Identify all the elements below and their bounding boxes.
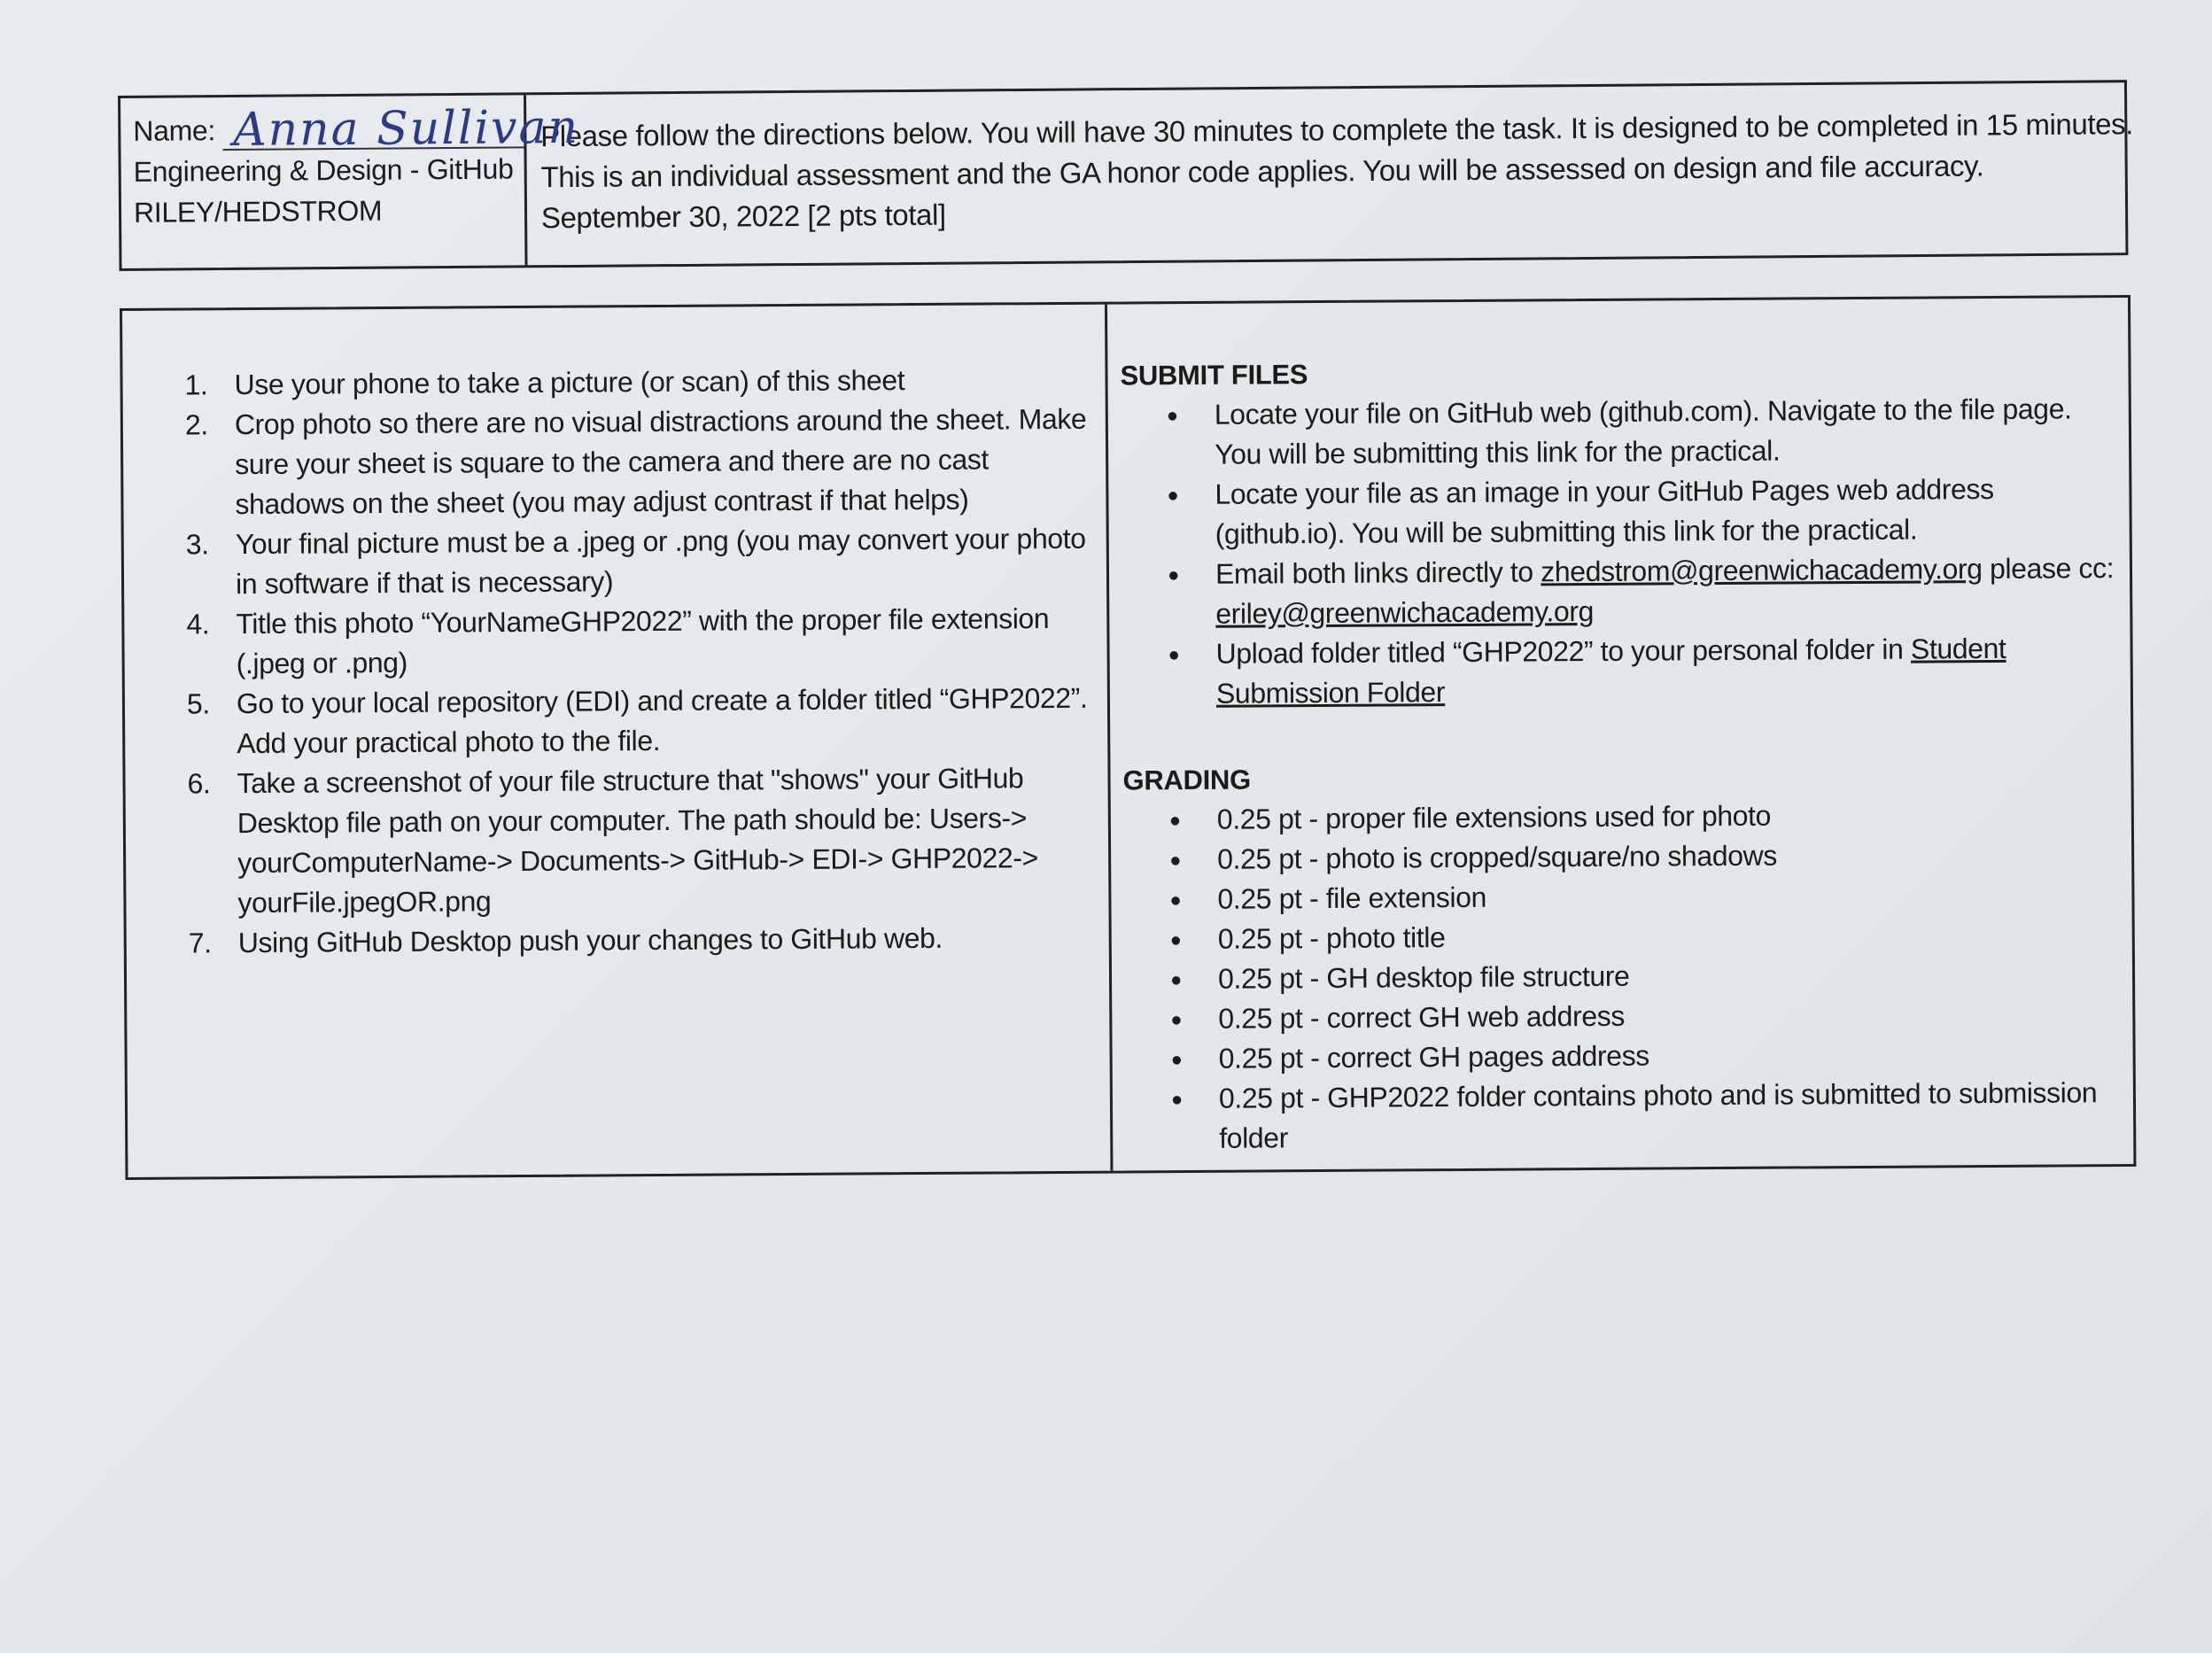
bullet-icon: ● xyxy=(1167,484,1179,507)
step-item xyxy=(185,400,1092,525)
name-field[interactable] xyxy=(222,100,580,157)
step-item xyxy=(189,918,1095,964)
grading-item xyxy=(1171,1073,2122,1159)
bullet-icon: ● xyxy=(1166,404,1178,427)
email-link-hedstrom[interactable]: zhedstrom@greenwichacademy.org xyxy=(1541,553,1983,588)
step-text: Use your phone to take a picture (or scan) of this sheet xyxy=(234,364,905,401)
step-item xyxy=(187,679,1094,764)
step-text: Go to your local repository (EDI) and create a folder titled “GHP2022”. Add your practical photo to the file. xyxy=(236,681,1088,760)
cc-label: please cc: xyxy=(1982,552,2115,586)
teacher-names: RILEY/HEDSTROM xyxy=(133,194,383,229)
grading-item-text: 0.25 pt - photo title xyxy=(1217,921,1446,955)
bullet-icon: ● xyxy=(1169,849,1182,872)
grading-item xyxy=(1169,873,2119,920)
step-number: 4. xyxy=(186,608,210,640)
name-row xyxy=(133,100,580,157)
bullet-icon: ● xyxy=(1168,809,1181,832)
grading-list xyxy=(1123,794,2122,1159)
submit-files-heading: SUBMIT FILES xyxy=(1120,359,1308,392)
date-points-line: September 30, 2022 [2 pts total] xyxy=(540,198,946,235)
header-table xyxy=(118,80,2134,271)
step-text: Crop photo so there are no visual distractions around the sheet. Make sure your sheet is square to the camera and there are no cast shadows on the sheet (you may adjust contrast if that helps) xyxy=(234,402,1087,521)
grading-item-text: 0.25 pt - file extension xyxy=(1217,881,1487,915)
step-number: 5. xyxy=(186,687,210,720)
bullet-icon: ● xyxy=(1170,1008,1183,1031)
bullet-icon: ● xyxy=(1169,889,1182,912)
step-number: 2. xyxy=(184,408,208,441)
grading-item xyxy=(1170,993,2120,1039)
grading-item xyxy=(1170,953,2120,999)
bullet-icon: ● xyxy=(1168,643,1180,666)
grading-item-text: 0.25 pt - GH desktop file structure xyxy=(1217,959,1630,995)
submit-item-text: Locate your file as an image in your GitHub Pages web address (github.io). You will be submitting this link for the practical. xyxy=(1215,472,1994,550)
bullet-icon: ● xyxy=(1170,1048,1183,1071)
submit-item xyxy=(1167,469,2117,555)
grading-item xyxy=(1170,913,2120,959)
step-text: Take a screenshot of your file structure that "shows" your GitHub Desktop file path on your computer. The path should be: Users-> yourComputerName-> Documents-> GitHub-> EDI-> GHP2022-> yourFile.jpegOR.png xyxy=(237,762,1038,920)
submit-item xyxy=(1168,548,2118,634)
handwritten-name: Anna Sullivan xyxy=(232,100,580,157)
grading-item-text: 0.25 pt - correct GH pages address xyxy=(1218,1039,1649,1075)
instruction-line: This is an individual assessment and the GA honor code applies. You will be assessed on design and file accuracy. xyxy=(540,149,1984,194)
grading-item-text: 0.25 pt - proper file extensions used for photo xyxy=(1216,799,1772,835)
step-item xyxy=(186,599,1093,685)
step-number: 7. xyxy=(188,927,212,959)
instruction-line: Please follow the directions below. You will have 30 minutes to complete the task. It is designed to be completed in 15 minutes. xyxy=(539,107,2134,153)
course-title: Engineering & Design - GitHub xyxy=(133,152,514,188)
submit-list xyxy=(1121,389,2118,714)
step-number: 1. xyxy=(184,369,208,401)
bullet-icon: ● xyxy=(1170,1088,1183,1111)
submission-folder-link[interactable]: Student Submission Folder xyxy=(1215,632,2006,710)
step-item xyxy=(184,360,1090,406)
step-text: Using GitHub Desktop push your changes to GitHub web. xyxy=(237,921,943,959)
grading-item xyxy=(1169,794,2119,840)
step-text: Title this photo “YourNameGHP2022” with the proper file extension (.jpeg or .png) xyxy=(236,602,1050,680)
submit-item xyxy=(1167,389,2117,475)
email-instruction: Email both links directly to xyxy=(1215,555,1541,590)
steps-list xyxy=(184,360,1094,964)
student-info-cell xyxy=(120,95,580,268)
grading-item-text: 0.25 pt - GHP2022 folder contains photo and is submitted to submission folder xyxy=(1218,1076,2098,1154)
grading-item xyxy=(1169,834,2119,880)
instructions-cell xyxy=(526,82,2134,265)
submit-item-text xyxy=(1215,548,2118,634)
step-item xyxy=(187,758,1094,924)
main-table xyxy=(120,295,2136,1180)
bullet-icon: ● xyxy=(1169,928,1182,951)
submit-item-text xyxy=(1215,628,2118,714)
step-number: 3. xyxy=(185,528,209,561)
steps-column xyxy=(122,305,1113,1177)
bullet-icon: ● xyxy=(1167,563,1179,586)
grading-item xyxy=(1170,1033,2120,1079)
step-item xyxy=(186,519,1093,605)
upload-instruction: Upload folder titled “GHP2022” to your personal folder in xyxy=(1215,632,1912,670)
submit-grading-column xyxy=(1107,298,2133,1171)
email-link-riley[interactable]: eriley@greenwichacademy.org xyxy=(1215,594,1595,630)
submit-item xyxy=(1168,628,2118,714)
step-number: 6. xyxy=(187,767,211,800)
name-label: Name: xyxy=(133,114,216,147)
bullet-icon: ● xyxy=(1169,968,1183,991)
grading-item-text: 0.25 pt - photo is cropped/square/no shadows xyxy=(1217,839,1777,875)
submit-item-text: Locate your file on GitHub web (github.com). Navigate to the file page. You will be submitting this link for the practical. xyxy=(1214,392,2072,470)
step-text: Your final picture must be a .jpeg or .png (you may convert your photo in software if that is necessary) xyxy=(235,522,1086,601)
grading-item-text: 0.25 pt - correct GH web address xyxy=(1218,999,1625,1035)
grading-heading: GRADING xyxy=(1122,764,1251,796)
